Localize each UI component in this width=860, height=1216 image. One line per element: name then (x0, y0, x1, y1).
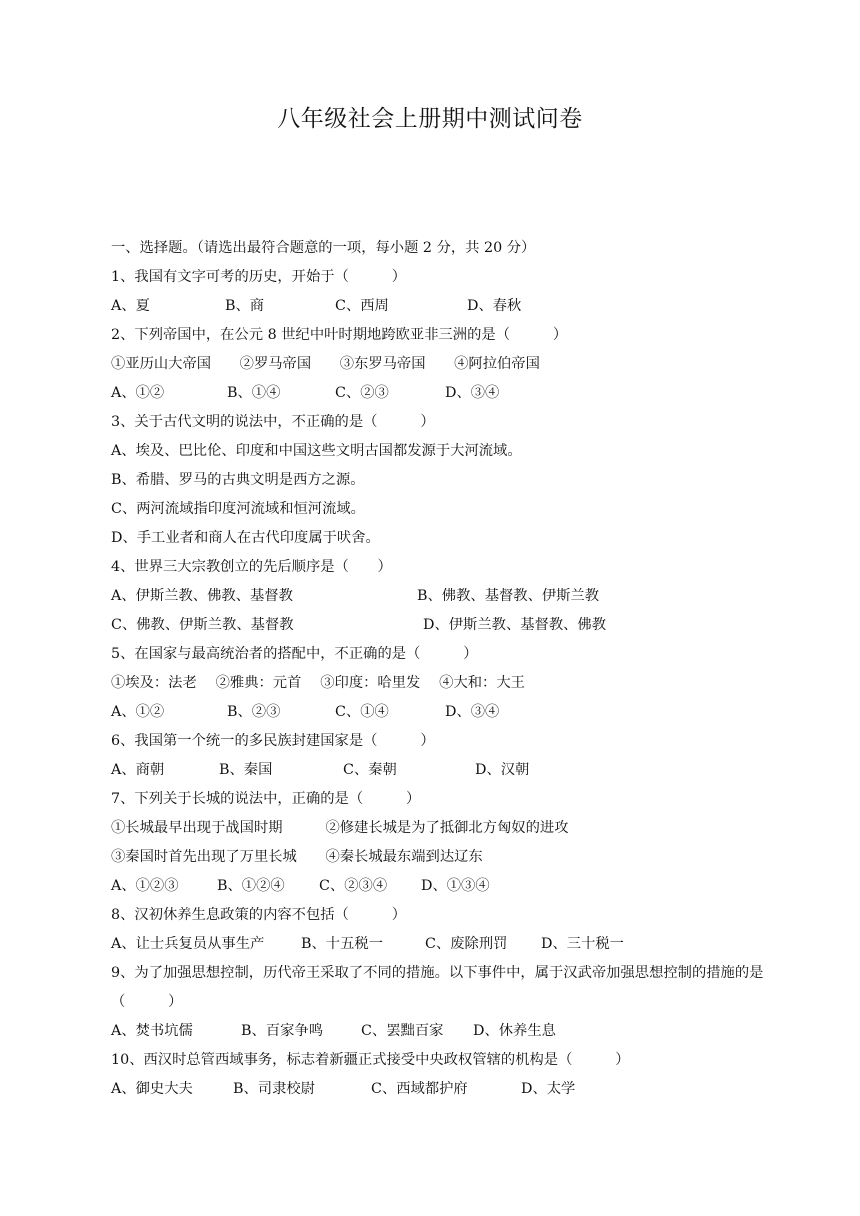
option-c: C、两河流域指印度河流域和恒河流域。 (111, 501, 365, 517)
option-d: D、太学 (521, 1081, 576, 1097)
option-b: B、商 (225, 298, 265, 314)
question-stem: 8、汉初休养生息政策的内容不包括（ ） (111, 907, 407, 923)
option-d: D、三十税一 (541, 936, 624, 952)
question-stem: 5、在国家与最高统治者的搭配中，不正确的是（ ） (111, 646, 478, 662)
question-stem: 9、为了加强思想控制，历代帝王采取了不同的措施。以下事件中，属于汉武帝加强思想控制的措施的是（ ） (111, 965, 764, 1010)
options-row (111, 872, 771, 901)
option-d: D、伊斯兰教、基督教、佛教 (423, 617, 607, 633)
options-row (111, 582, 771, 611)
option-c: C、西域都护府 (371, 1081, 468, 1097)
option-d: D、①③④ (421, 878, 490, 894)
options-row (111, 292, 771, 321)
option-a: A、焚书坑儒 (111, 1023, 193, 1039)
option-a: A、①② (111, 385, 165, 401)
option-a: A、夏 (111, 298, 150, 314)
option-d: D、汉朝 (475, 762, 530, 778)
option-b: B、希腊、罗马的古典文明是西方之源。 (111, 472, 365, 488)
statements-line: ①亚历山大帝国 ②罗马帝国 ③东罗马帝国 ④阿拉伯帝国 (111, 356, 540, 372)
options-row (111, 1017, 771, 1046)
question-stem: 10、西汉时总管西域事务，标志着新疆正式接受中央政权管辖的机构是（ ） (111, 1052, 630, 1068)
option-d: D、手工业者和商人在古代印度属于吠舍。 (111, 530, 380, 546)
option-b: B、百家争鸣 (241, 1023, 323, 1039)
options-row (111, 756, 771, 785)
question-stem: 3、关于古代文明的说法中，不正确的是（ ） (111, 414, 435, 430)
option-b: B、十五税一 (301, 936, 383, 952)
option-a: A、埃及、巴比伦、印度和中国这些文明古国都发源于大河流域。 (111, 443, 522, 459)
option-c: C、②③④ (319, 878, 388, 894)
options-row (111, 379, 771, 408)
statements-line: ①长城最早出现于战国时期 ②修建长城是为了抵御北方匈奴的进攻 (111, 820, 569, 836)
option-c: C、西周 (335, 298, 389, 314)
option-d: D、春秋 (467, 298, 522, 314)
question-stem: 6、我国第一个统一的多民族封建国家是（ ） (111, 733, 435, 749)
option-a: A、商朝 (111, 762, 165, 778)
option-b: B、①④ (227, 385, 281, 401)
option-b: B、①②④ (217, 878, 285, 894)
exam-title: 八年级社会上册期中测试问卷 (277, 106, 583, 132)
exam-body (111, 234, 771, 1104)
option-b: B、佛教、基督教、伊斯兰教 (417, 588, 600, 604)
option-d: D、休养生息 (473, 1023, 556, 1039)
option-a: A、①② (111, 704, 165, 720)
option-a: A、①②③ (111, 878, 179, 894)
option-c: C、①④ (335, 704, 389, 720)
option-c: C、罢黜百家 (361, 1023, 444, 1039)
question-stem: 7、下列关于长城的说法中，正确的是（ ） (111, 791, 421, 807)
options-row (111, 611, 771, 640)
option-a: A、让士兵复员从事生产 (111, 936, 265, 952)
option-c: C、佛教、伊斯兰教、基督教 (111, 617, 294, 633)
question-stem: 2、下列帝国中，在公元 8 世纪中叶时期地跨欧亚非三洲的是（ ） (111, 327, 568, 343)
option-c: C、废除刑罚 (425, 936, 508, 952)
option-a: A、伊斯兰教、佛教、基督教 (111, 588, 293, 604)
options-row (111, 698, 771, 727)
section-heading: 一、选择题。（请选出最符合题意的一项，每小题 2 分，共 20 分） (111, 240, 536, 256)
option-d: D、③④ (445, 704, 500, 720)
option-b: B、秦国 (219, 762, 273, 778)
question-stem: 4、世界三大宗教创立的先后顺序是（ ） (111, 559, 392, 575)
options-row (111, 930, 771, 959)
options-row (111, 1075, 771, 1104)
option-d: D、③④ (445, 385, 500, 401)
option-a: A、御史大夫 (111, 1081, 193, 1097)
statements-line: ①埃及：法老 ②雅典：元首 ③印度：哈里发 ④大和：大王 (111, 675, 525, 691)
option-b: B、司隶校尉 (233, 1081, 315, 1097)
option-c: C、秦朝 (343, 762, 397, 778)
option-c: C、②③ (335, 385, 389, 401)
option-b: B、②③ (227, 704, 281, 720)
question-stem: 1、我国有文字可考的历史，开始于（ ） (111, 269, 407, 285)
statements-line: ③秦国时首先出现了万里长城 ④秦长城最东端到达辽东 (111, 849, 483, 865)
